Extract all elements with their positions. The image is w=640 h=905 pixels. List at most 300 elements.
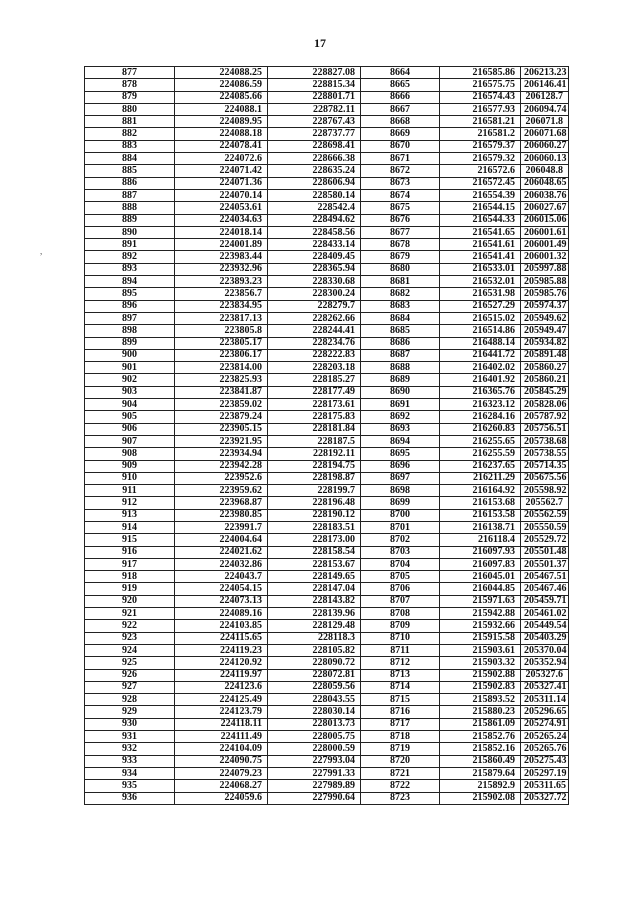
x-coordinate-right: 216323.12 — [440, 399, 521, 411]
point-number-right: 8672 — [361, 165, 440, 177]
y-coordinate-right: 205327.41 — [521, 681, 569, 693]
y-coordinate-left: 228279.7 — [268, 300, 361, 312]
table-row — [85, 423, 569, 435]
x-coordinate-left: 224111.49 — [175, 731, 268, 743]
y-coordinate-right: 205934.82 — [521, 337, 569, 349]
point-number-right: 8673 — [361, 177, 440, 189]
point-number-right: 8712 — [361, 657, 440, 669]
x-coordinate-right: 216554.39 — [440, 189, 521, 201]
x-coordinate-left: 223942.28 — [175, 460, 268, 472]
stray-mark: , — [40, 246, 43, 256]
y-coordinate-right: 205529.72 — [521, 534, 569, 546]
point-number-right: 8675 — [361, 202, 440, 214]
y-coordinate-right: 205949.47 — [521, 325, 569, 337]
table-row — [85, 472, 569, 484]
y-coordinate-right: 205501.37 — [521, 558, 569, 570]
point-number-left: 884 — [85, 153, 175, 165]
y-coordinate-left: 228139.96 — [268, 608, 361, 620]
point-number-left: 923 — [85, 632, 175, 644]
point-number-left: 894 — [85, 276, 175, 288]
x-coordinate-right: 216579.32 — [440, 153, 521, 165]
y-coordinate-right: 205562.7 — [521, 497, 569, 509]
table-row — [85, 140, 569, 152]
table-row — [85, 435, 569, 447]
x-coordinate-left: 223952.6 — [175, 472, 268, 484]
point-number-right: 8704 — [361, 558, 440, 570]
x-coordinate-left: 223814.00 — [175, 362, 268, 374]
x-coordinate-left: 223959.62 — [175, 485, 268, 497]
point-number-right: 8682 — [361, 288, 440, 300]
x-coordinate-left: 223817.13 — [175, 312, 268, 324]
point-number-left: 921 — [85, 608, 175, 620]
point-number-right: 8667 — [361, 103, 440, 115]
point-number-right: 8698 — [361, 485, 440, 497]
y-coordinate-right: 205891.48 — [521, 349, 569, 361]
point-number-right: 8693 — [361, 423, 440, 435]
x-coordinate-right: 215892.9 — [440, 780, 521, 792]
y-coordinate-right: 205598.92 — [521, 485, 569, 497]
point-number-right: 8721 — [361, 767, 440, 779]
table-row — [85, 386, 569, 398]
table-row — [85, 595, 569, 607]
point-number-left: 885 — [85, 165, 175, 177]
point-number-left: 925 — [85, 657, 175, 669]
point-number-right: 8706 — [361, 583, 440, 595]
y-coordinate-left: 227991.33 — [268, 767, 361, 779]
x-coordinate-left: 224104.09 — [175, 743, 268, 755]
x-coordinate-right: 216365.76 — [440, 386, 521, 398]
x-coordinate-right: 216577.93 — [440, 103, 521, 115]
y-coordinate-left: 228244.41 — [268, 325, 361, 337]
y-coordinate-right: 205311.14 — [521, 694, 569, 706]
y-coordinate-right: 205974.37 — [521, 300, 569, 312]
point-number-right: 8695 — [361, 448, 440, 460]
point-number-right: 8688 — [361, 362, 440, 374]
y-coordinate-left: 228737.77 — [268, 128, 361, 140]
table-row — [85, 632, 569, 644]
point-number-left: 901 — [85, 362, 175, 374]
point-number-left: 927 — [85, 681, 175, 693]
table-row — [85, 669, 569, 681]
x-coordinate-right: 215971.63 — [440, 595, 521, 607]
y-coordinate-right: 205311.65 — [521, 780, 569, 792]
x-coordinate-left: 224053.61 — [175, 202, 268, 214]
x-coordinate-left: 224120.92 — [175, 657, 268, 669]
x-coordinate-left: 224068.27 — [175, 780, 268, 792]
x-coordinate-left: 223805.17 — [175, 337, 268, 349]
y-coordinate-left: 228767.43 — [268, 116, 361, 128]
y-coordinate-left: 228262.66 — [268, 312, 361, 324]
y-coordinate-right: 205467.51 — [521, 571, 569, 583]
x-coordinate-right: 215932.66 — [440, 620, 521, 632]
table-row — [85, 743, 569, 755]
y-coordinate-right: 206071.68 — [521, 128, 569, 140]
x-coordinate-right: 216544.33 — [440, 214, 521, 226]
x-coordinate-left: 223841.87 — [175, 386, 268, 398]
table-row — [85, 312, 569, 324]
x-coordinate-left: 224089.95 — [175, 116, 268, 128]
x-coordinate-right: 216237.65 — [440, 460, 521, 472]
point-number-left: 936 — [85, 792, 175, 804]
point-number-left: 896 — [85, 300, 175, 312]
y-coordinate-right: 205327.6 — [521, 669, 569, 681]
x-coordinate-right: 216138.71 — [440, 521, 521, 533]
x-coordinate-right: 215852.76 — [440, 731, 521, 743]
y-coordinate-left: 228149.65 — [268, 571, 361, 583]
table-row — [85, 485, 569, 497]
point-number-right: 8694 — [361, 435, 440, 447]
y-coordinate-left: 228000.59 — [268, 743, 361, 755]
point-number-right: 8689 — [361, 374, 440, 386]
y-coordinate-left: 228183.51 — [268, 521, 361, 533]
point-number-right: 8674 — [361, 189, 440, 201]
point-number-left: 878 — [85, 79, 175, 91]
x-coordinate-right: 215860.49 — [440, 755, 521, 767]
point-number-right: 8664 — [361, 67, 440, 79]
table-row — [85, 694, 569, 706]
x-coordinate-right: 215915.58 — [440, 632, 521, 644]
point-number-left: 880 — [85, 103, 175, 115]
point-number-left: 920 — [85, 595, 175, 607]
x-coordinate-right: 216097.83 — [440, 558, 521, 570]
point-number-right: 8710 — [361, 632, 440, 644]
x-coordinate-left: 224085.66 — [175, 91, 268, 103]
point-number-right: 8677 — [361, 226, 440, 238]
y-coordinate-right: 205265.24 — [521, 731, 569, 743]
table-row — [85, 657, 569, 669]
table-row — [85, 448, 569, 460]
x-coordinate-left: 224072.6 — [175, 153, 268, 165]
x-coordinate-left: 224032.86 — [175, 558, 268, 570]
point-number-left: 905 — [85, 411, 175, 423]
point-number-left: 904 — [85, 399, 175, 411]
x-coordinate-left: 223859.02 — [175, 399, 268, 411]
point-number-right: 8717 — [361, 718, 440, 730]
x-coordinate-left: 224088.1 — [175, 103, 268, 115]
point-number-right: 8707 — [361, 595, 440, 607]
point-number-left: 930 — [85, 718, 175, 730]
y-coordinate-right: 206094.74 — [521, 103, 569, 115]
x-coordinate-right: 215893.52 — [440, 694, 521, 706]
x-coordinate-left: 224089.16 — [175, 608, 268, 620]
y-coordinate-left: 228173.61 — [268, 399, 361, 411]
table-row — [85, 399, 569, 411]
y-coordinate-right: 206060.27 — [521, 140, 569, 152]
y-coordinate-right: 205370.04 — [521, 644, 569, 656]
point-number-left: 883 — [85, 140, 175, 152]
point-number-left: 911 — [85, 485, 175, 497]
table-row — [85, 189, 569, 201]
table-row — [85, 165, 569, 177]
point-number-right: 8685 — [361, 325, 440, 337]
y-coordinate-left: 227993.04 — [268, 755, 361, 767]
table-row — [85, 337, 569, 349]
point-number-left: 935 — [85, 780, 175, 792]
point-number-left: 926 — [85, 669, 175, 681]
x-coordinate-right: 216572.45 — [440, 177, 521, 189]
table-row — [85, 362, 569, 374]
x-coordinate-right: 216544.15 — [440, 202, 521, 214]
x-coordinate-right: 216402.02 — [440, 362, 521, 374]
table-row — [85, 546, 569, 558]
x-coordinate-left: 223905.15 — [175, 423, 268, 435]
point-number-right: 8687 — [361, 349, 440, 361]
x-coordinate-left: 224125.49 — [175, 694, 268, 706]
x-coordinate-right: 216575.75 — [440, 79, 521, 91]
x-coordinate-left: 224004.64 — [175, 534, 268, 546]
table-row — [85, 792, 569, 804]
y-coordinate-right: 205501.48 — [521, 546, 569, 558]
point-number-left: 902 — [85, 374, 175, 386]
x-coordinate-right: 216541.41 — [440, 251, 521, 263]
point-number-right: 8722 — [361, 780, 440, 792]
table-row — [85, 239, 569, 251]
table-row — [85, 214, 569, 226]
table-row — [85, 681, 569, 693]
x-coordinate-right: 216153.68 — [440, 497, 521, 509]
point-number-left: 887 — [85, 189, 175, 201]
x-coordinate-right: 216211.29 — [440, 472, 521, 484]
y-coordinate-left: 228815.34 — [268, 79, 361, 91]
point-number-right: 8719 — [361, 743, 440, 755]
point-number-left: 906 — [85, 423, 175, 435]
point-number-left: 931 — [85, 731, 175, 743]
table-row — [85, 349, 569, 361]
x-coordinate-right: 216441.72 — [440, 349, 521, 361]
y-coordinate-left: 228300.24 — [268, 288, 361, 300]
point-number-right: 8708 — [361, 608, 440, 620]
y-coordinate-right: 205845.29 — [521, 386, 569, 398]
y-coordinate-left: 228030.14 — [268, 706, 361, 718]
x-coordinate-left: 223980.85 — [175, 509, 268, 521]
x-coordinate-right: 215902.08 — [440, 792, 521, 804]
point-number-left: 879 — [85, 91, 175, 103]
y-coordinate-left: 228175.83 — [268, 411, 361, 423]
y-coordinate-left: 228782.11 — [268, 103, 361, 115]
point-number-left: 889 — [85, 214, 175, 226]
table-row — [85, 571, 569, 583]
y-coordinate-left: 228153.67 — [268, 558, 361, 570]
table-row — [85, 411, 569, 423]
x-coordinate-left: 223921.95 — [175, 435, 268, 447]
y-coordinate-right: 205675.56 — [521, 472, 569, 484]
x-coordinate-left: 224119.97 — [175, 669, 268, 681]
point-number-right: 8671 — [361, 153, 440, 165]
x-coordinate-right: 216514.86 — [440, 325, 521, 337]
table-row — [85, 153, 569, 165]
y-coordinate-right: 205297.19 — [521, 767, 569, 779]
point-number-right: 8715 — [361, 694, 440, 706]
page-number: 17 — [314, 36, 326, 50]
y-coordinate-left: 228433.14 — [268, 239, 361, 251]
y-coordinate-left: 228542.4 — [268, 202, 361, 214]
y-coordinate-right: 205327.72 — [521, 792, 569, 804]
point-number-right: 8679 — [361, 251, 440, 263]
table-row — [85, 534, 569, 546]
y-coordinate-right: 205296.65 — [521, 706, 569, 718]
y-coordinate-right: 206027.67 — [521, 202, 569, 214]
y-coordinate-left: 228194.75 — [268, 460, 361, 472]
x-coordinate-left: 223834.95 — [175, 300, 268, 312]
point-number-left: 922 — [85, 620, 175, 632]
y-coordinate-left: 228198.87 — [268, 472, 361, 484]
point-number-right: 8686 — [361, 337, 440, 349]
x-coordinate-right: 215880.23 — [440, 706, 521, 718]
point-number-right: 8669 — [361, 128, 440, 140]
point-number-right: 8705 — [361, 571, 440, 583]
x-coordinate-left: 224073.13 — [175, 595, 268, 607]
y-coordinate-right: 205738.68 — [521, 435, 569, 447]
x-coordinate-right: 216532.01 — [440, 276, 521, 288]
x-coordinate-right: 216574.43 — [440, 91, 521, 103]
y-coordinate-left: 228185.27 — [268, 374, 361, 386]
x-coordinate-right: 216260.83 — [440, 423, 521, 435]
y-coordinate-right: 205275.43 — [521, 755, 569, 767]
table-row — [85, 128, 569, 140]
point-number-left: 891 — [85, 239, 175, 251]
point-number-right: 8723 — [361, 792, 440, 804]
x-coordinate-right: 216284.16 — [440, 411, 521, 423]
point-number-left: 882 — [85, 128, 175, 140]
x-coordinate-right: 216118.4 — [440, 534, 521, 546]
x-coordinate-left: 224059.6 — [175, 792, 268, 804]
y-coordinate-left: 228072.81 — [268, 669, 361, 681]
table-row — [85, 325, 569, 337]
y-coordinate-left: 228203.18 — [268, 362, 361, 374]
y-coordinate-left: 228105.82 — [268, 644, 361, 656]
point-number-left: 897 — [85, 312, 175, 324]
table-row — [85, 226, 569, 238]
point-number-right: 8681 — [361, 276, 440, 288]
x-coordinate-left: 223991.7 — [175, 521, 268, 533]
x-coordinate-right: 216531.98 — [440, 288, 521, 300]
point-number-right: 8714 — [361, 681, 440, 693]
point-number-left: 881 — [85, 116, 175, 128]
point-number-left: 928 — [85, 694, 175, 706]
x-coordinate-left: 224071.42 — [175, 165, 268, 177]
x-coordinate-left: 224070.14 — [175, 189, 268, 201]
y-coordinate-right: 205459.71 — [521, 595, 569, 607]
y-coordinate-right: 205949.62 — [521, 312, 569, 324]
coordinates-table-body — [85, 67, 569, 805]
y-coordinate-right: 205550.59 — [521, 521, 569, 533]
y-coordinate-left: 228158.54 — [268, 546, 361, 558]
point-number-left: 892 — [85, 251, 175, 263]
x-coordinate-left: 224103.85 — [175, 620, 268, 632]
x-coordinate-right: 216572.6 — [440, 165, 521, 177]
x-coordinate-left: 224043.7 — [175, 571, 268, 583]
y-coordinate-right: 206038.76 — [521, 189, 569, 201]
y-coordinate-left: 227990.64 — [268, 792, 361, 804]
x-coordinate-right: 216541.65 — [440, 226, 521, 238]
y-coordinate-right: 205352.94 — [521, 657, 569, 669]
point-number-right: 8713 — [361, 669, 440, 681]
x-coordinate-left: 223806.17 — [175, 349, 268, 361]
y-coordinate-left: 228494.62 — [268, 214, 361, 226]
point-number-right: 8684 — [361, 312, 440, 324]
table-row — [85, 263, 569, 275]
x-coordinate-right: 216527.29 — [440, 300, 521, 312]
point-number-right: 8680 — [361, 263, 440, 275]
y-coordinate-right: 205461.02 — [521, 608, 569, 620]
y-coordinate-right: 206071.8 — [521, 116, 569, 128]
point-number-right: 8690 — [361, 386, 440, 398]
x-coordinate-right: 216045.01 — [440, 571, 521, 583]
x-coordinate-left: 223983.44 — [175, 251, 268, 263]
y-coordinate-right: 205985.88 — [521, 276, 569, 288]
y-coordinate-left: 228234.76 — [268, 337, 361, 349]
x-coordinate-right: 216488.14 — [440, 337, 521, 349]
y-coordinate-right: 205403.29 — [521, 632, 569, 644]
y-coordinate-left: 228635.24 — [268, 165, 361, 177]
y-coordinate-right: 205860.27 — [521, 362, 569, 374]
table-row — [85, 718, 569, 730]
y-coordinate-left: 228118.3 — [268, 632, 361, 644]
point-number-right: 8703 — [361, 546, 440, 558]
x-coordinate-left: 224078.41 — [175, 140, 268, 152]
y-coordinate-right: 205738.55 — [521, 448, 569, 460]
y-coordinate-left: 228666.38 — [268, 153, 361, 165]
x-coordinate-left: 223825.93 — [175, 374, 268, 386]
y-coordinate-left: 228458.56 — [268, 226, 361, 238]
point-number-left: 899 — [85, 337, 175, 349]
y-coordinate-left: 228181.84 — [268, 423, 361, 435]
x-coordinate-right: 216533.01 — [440, 263, 521, 275]
table-row — [85, 509, 569, 521]
y-coordinate-left: 228827.08 — [268, 67, 361, 79]
point-number-left: 909 — [85, 460, 175, 472]
point-number-left: 914 — [85, 521, 175, 533]
x-coordinate-left: 223893.23 — [175, 276, 268, 288]
table-row — [85, 91, 569, 103]
table-row — [85, 288, 569, 300]
x-coordinate-right: 215852.16 — [440, 743, 521, 755]
table-row — [85, 103, 569, 115]
point-number-right: 8702 — [361, 534, 440, 546]
x-coordinate-left: 224079.23 — [175, 767, 268, 779]
table-row — [85, 251, 569, 263]
coordinates-table — [84, 66, 569, 805]
x-coordinate-left: 224090.75 — [175, 755, 268, 767]
y-coordinate-left: 228330.68 — [268, 276, 361, 288]
y-coordinate-left: 228409.45 — [268, 251, 361, 263]
y-coordinate-left: 228580.14 — [268, 189, 361, 201]
x-coordinate-left: 224021.62 — [175, 546, 268, 558]
x-coordinate-right: 216164.92 — [440, 485, 521, 497]
y-coordinate-left: 228187.5 — [268, 435, 361, 447]
point-number-right: 8683 — [361, 300, 440, 312]
y-coordinate-left: 228147.04 — [268, 583, 361, 595]
x-coordinate-right: 215861.09 — [440, 718, 521, 730]
x-coordinate-right: 216585.86 — [440, 67, 521, 79]
point-number-left: 898 — [85, 325, 175, 337]
table-row — [85, 780, 569, 792]
point-number-left: 933 — [85, 755, 175, 767]
y-coordinate-left: 228129.48 — [268, 620, 361, 632]
x-coordinate-left: 223805.8 — [175, 325, 268, 337]
x-coordinate-right: 215879.64 — [440, 767, 521, 779]
point-number-left: 910 — [85, 472, 175, 484]
table-row — [85, 558, 569, 570]
point-number-left: 913 — [85, 509, 175, 521]
x-coordinate-right: 216255.65 — [440, 435, 521, 447]
x-coordinate-left: 223856.7 — [175, 288, 268, 300]
y-coordinate-right: 205860.21 — [521, 374, 569, 386]
y-coordinate-right: 206048.65 — [521, 177, 569, 189]
point-number-left: 903 — [85, 386, 175, 398]
y-coordinate-right: 205985.76 — [521, 288, 569, 300]
point-number-left: 890 — [85, 226, 175, 238]
